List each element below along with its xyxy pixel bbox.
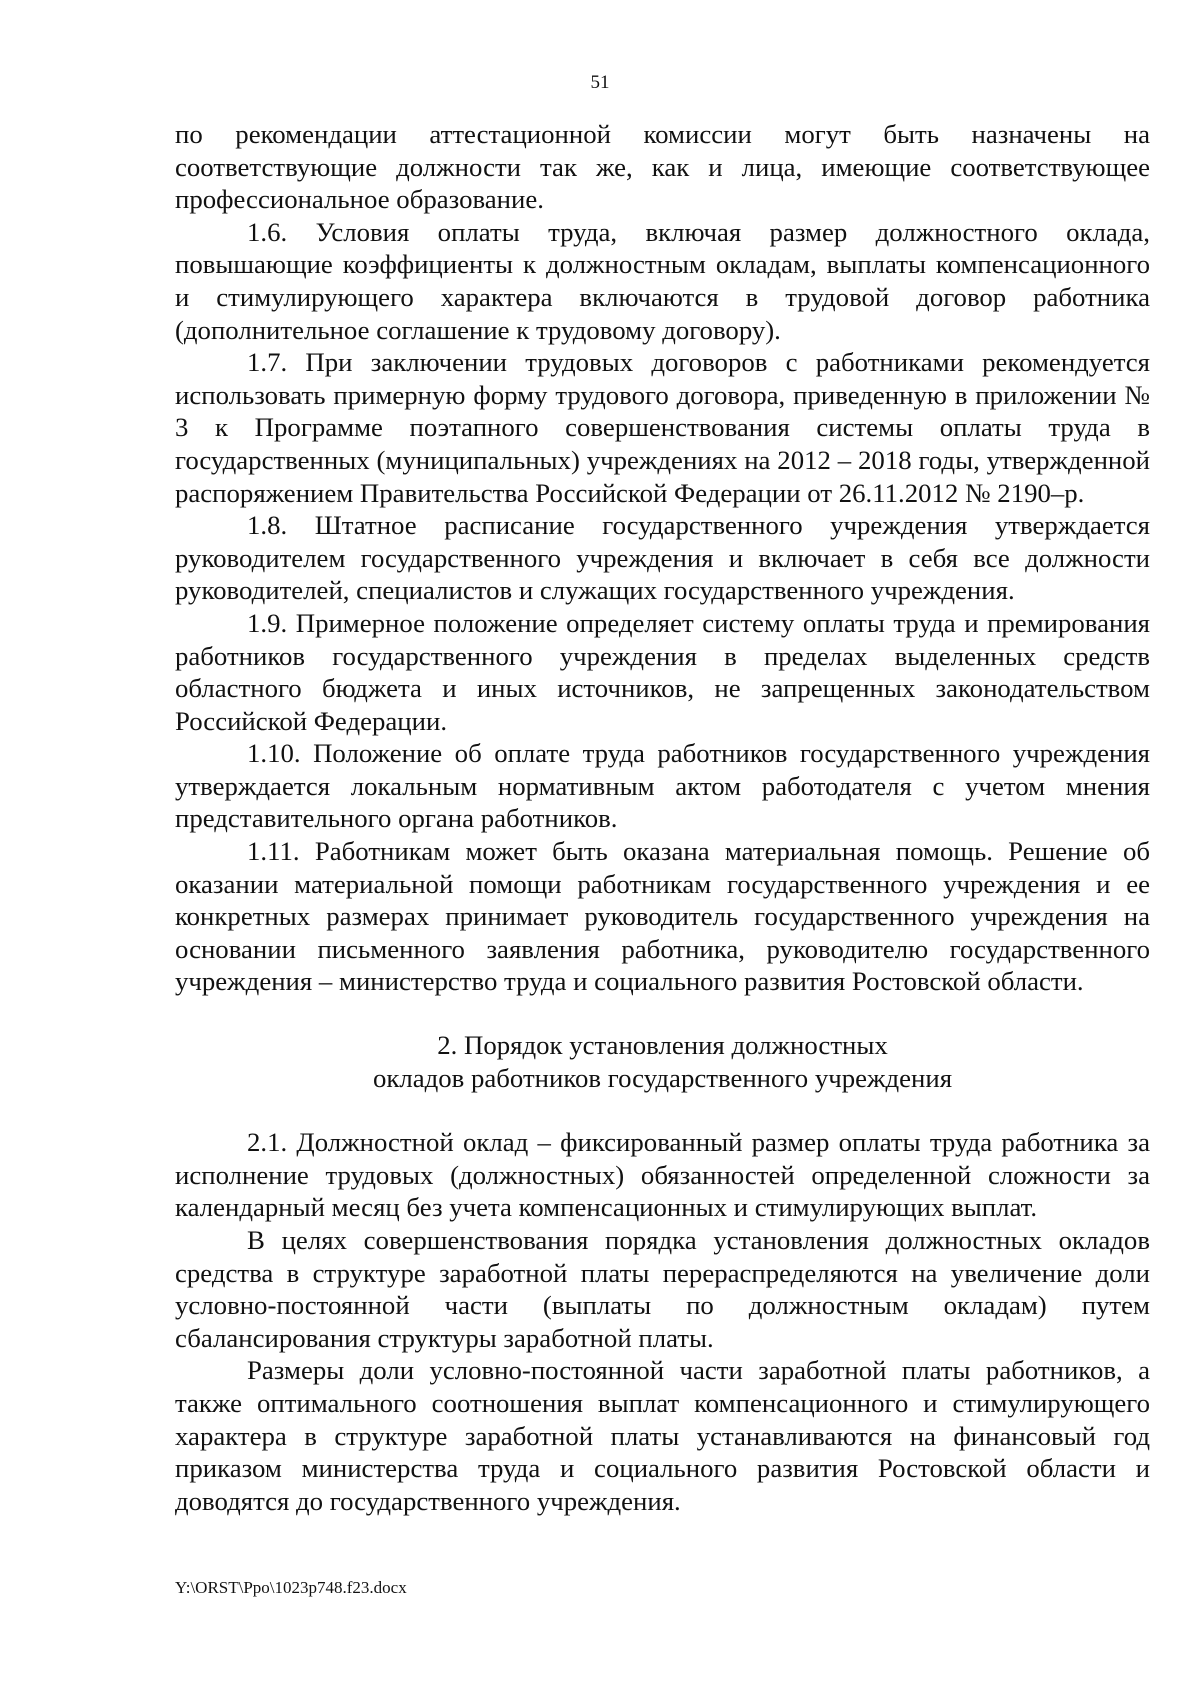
paragraph-1-9: 1.9. Примерное положение определяет систему оплаты труда и премирования работников государственного учреждения в пределах выделенных средств областного бюджета и иных источников, не запрещенных законодательством Российской Федерации. (175, 607, 1150, 736)
paragraph-1-8: 1.8. Штатное расписание государственного учреждения утверждается руководителем государственного учреждения и включает в себя все должности руководителей, специалистов и служащих государственного учреждения. (175, 510, 1150, 606)
section-heading-line-1: 2. Порядок установления должностных (437, 1030, 888, 1061)
paragraph: В целях совершенствования порядка установления должностных окладов средства в структуре заработной платы перераспределяются на увеличение доли условно-постоянной части (выплаты по должностным окладам) путем сбалансирования структуры заработной платы. (175, 1225, 1150, 1353)
section-heading (175, 998, 1150, 1126)
paragraph-1-6: 1.6. Условия оплаты труда, включая размер должностного оклада, повышающие коэффициенты к должностным окладам, выплаты компенсационного и стимулирующего характера включаются в трудовой договор работника (дополнительное соглашение к трудовому договору). (175, 216, 1150, 345)
paragraph-1-7: 1.7. При заключении трудовых договоров с работниками рекомендуется использовать примерную форму трудового договора, приведенную в приложении № 3 к Программе поэтапного совершенствования системы оплаты труда в государственных (муниципальных) учреждениях на 2012 – 2018 годы, утвержденной распоряжением Правительства Российской Федерации от 26.11.2012 № 2190–р. (175, 347, 1150, 508)
paragraphs-section-2 (175, 1126, 1150, 1517)
paragraph-2-1: 2.1. Должностной оклад – фиксированный размер оплаты труда работника за исполнение трудовых (должностных) обязанностей определенной сложности за календарный месяц без учета компенсационных и стимулирующих выплат. (175, 1127, 1150, 1223)
paragraph: по рекомендации аттестационной комиссии могут быть назначены на соответствующие должности так же, как и лица, имеющие соответствующее профессиональное образование. (175, 119, 1150, 215)
paragraph-1-10: 1.10. Положение об оплате труда работников государственного учреждения утверждается локальным нормативным актом работодателя с учетом мнения представительного органа работников. (175, 738, 1150, 834)
paragraphs-section-1 (175, 118, 1150, 998)
paragraph: Размеры доли условно-постоянной части заработной платы работников, а также оптимального соотношения выплат компенсационного и стимулирующего характера в структуре заработной платы устанавливаются на финансовый год приказом министерства труда и социального развития Ростовской области и доводятся до государственного учреждения. (175, 1355, 1150, 1516)
section-heading-line-2: окладов работников государственного учреждения (372, 1062, 953, 1093)
document-body (175, 118, 1150, 1517)
footer-file-path: Y:\ORST\Ppo\1023p748.f23.docx (175, 1578, 407, 1597)
page-number: 51 (590, 72, 610, 93)
paragraph-1-11: 1.11. Работникам может быть оказана материальная помощь. Решение об оказании материальной помощи работникам государственного учреждения и ее конкретных размерах принимает руководитель государственного учреждения на основании письменного заявления работника, руководителю государственного учреждения – министерство труда и социального развития Ростовской области. (175, 836, 1150, 997)
